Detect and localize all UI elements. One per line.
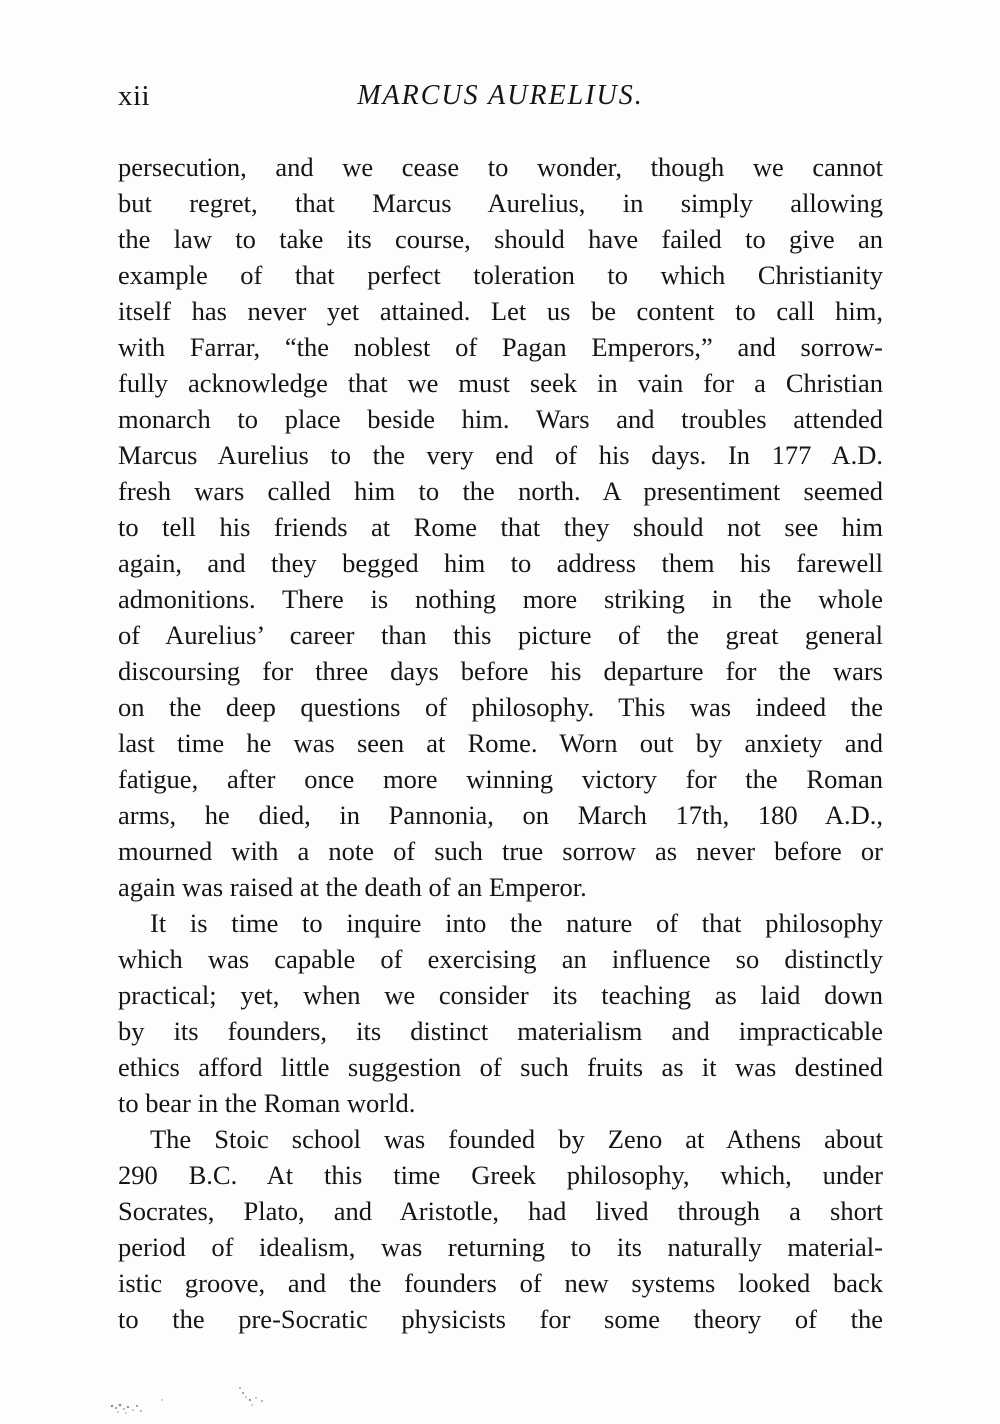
book-title: MARCUS AURELIUS. [357,80,644,111]
text-line: mourned with a note of such true sorrow as never before or [118,836,883,866]
text-line: again was raised at the death of an Emperor. [118,872,587,902]
paragraph-2 [118,905,883,1121]
text-line: with Farrar, “the noblest of Pagan Emperors,” and sorrow- [118,332,883,362]
text-line: to tell his friends at Rome that they should not see him [118,512,883,542]
text-line: Marcus Aurelius to the very end of his days. In 177 A.D. [118,440,883,470]
text-line: ethics afford little suggestion of such fruits as it was destined [118,1052,883,1082]
text-line: which was capable of exercising an influence so distinctly [118,944,883,974]
text-line: but regret, that Marcus Aurelius, in simply allowing [118,188,883,218]
text-line: persecution, and we cease to wonder, though we cannot [118,152,883,182]
scan-specks [100,1378,300,1418]
text-line: to the pre-Socratic physicists for some theory of the [118,1304,883,1334]
text-line: arms, he died, in Pannonia, on March 17th, 180 A.D., [118,800,883,830]
text-line: fully acknowledge that we must seek in vain for a Christian [118,368,883,398]
text-line: itself has never yet attained. Let us be content to call him, [118,296,883,326]
paragraph-1 [118,149,883,905]
text-line: practical; yet, when we consider its teaching as laid down [118,980,883,1010]
body-text [118,149,883,1337]
text-line: istic groove, and the founders of new systems looked back [118,1268,883,1298]
text-line: the law to take its course, should have failed to give an [118,224,883,254]
text-line: The Stoic school was founded by Zeno at Athens about [150,1124,883,1154]
text-line: fresh wars called him to the north. A presentiment seemed [118,476,883,506]
text-line: 290 B.C. At this time Greek philosophy, which, under [118,1160,883,1190]
text-line: admonitions. There is nothing more striking in the whole [118,584,883,614]
paragraph-3 [118,1121,883,1337]
text-line: by its founders, its distinct materialism and impracticable [118,1016,883,1046]
text-line: monarch to place beside him. Wars and troubles attended [118,404,883,434]
text-line: last time he was seen at Rome. Worn out by anxiety and [118,728,883,758]
text-line: Socrates, Plato, and Aristotle, had lived through a short [118,1196,883,1226]
text-line: again, and they begged him to address them his farewell [118,548,883,578]
running-head [118,80,883,120]
text-line: It is time to inquire into the nature of that philosophy [150,908,883,938]
text-line: fatigue, after once more winning victory for the Roman [118,764,883,794]
text-line: to bear in the Roman world. [118,1088,416,1118]
text-line: discoursing for three days before his departure for the wars [118,656,883,686]
text-line: example of that perfect toleration to which Christianity [118,260,883,290]
text-line: on the deep questions of philosophy. This was indeed the [118,692,883,722]
text-line: of Aurelius’ career than this picture of the great general [118,620,883,650]
page-number: xii [118,80,151,112]
text-line: period of idealism, was returning to its naturally material- [118,1232,883,1262]
